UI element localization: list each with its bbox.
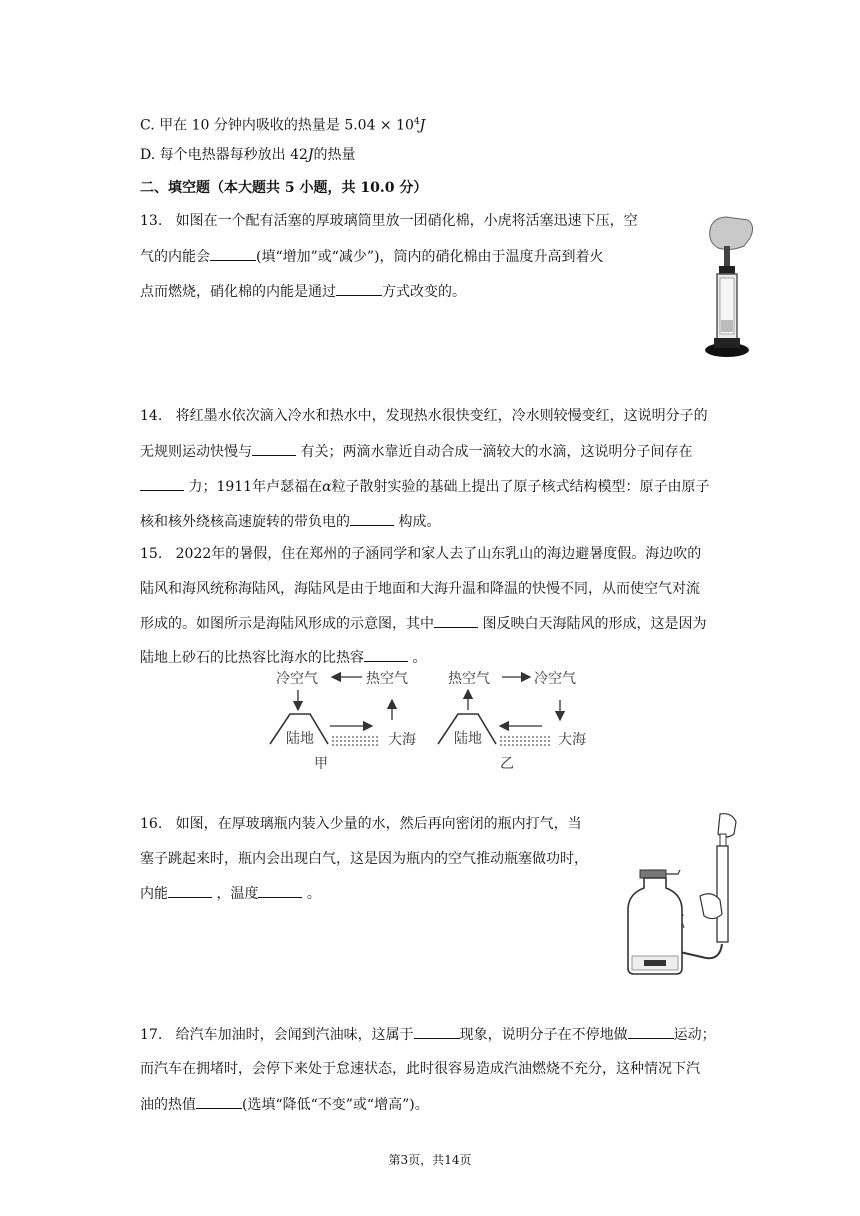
q16-line-3: [140, 883, 321, 904]
q17-text-3b: (选填“降低“不变”或“增高”)。: [242, 1097, 429, 1113]
pump-hose-icon: [680, 944, 722, 958]
q14-year: 1911: [216, 479, 253, 495]
cold-air-label: 冷空气: [276, 671, 318, 687]
sea-label: 大海: [388, 732, 416, 748]
alpha-symbol: α: [322, 479, 332, 495]
bottle-stopper-icon: [640, 870, 666, 878]
q15-text-4b: 。: [408, 650, 427, 666]
question-number: 13.: [140, 213, 163, 229]
q14-text-1: 将红墨水依次滴入冷水和热水中，发现热水很快变红，冷水则较慢变红，这说明分子的: [175, 408, 708, 424]
answer-blank[interactable]: [434, 613, 478, 628]
q17-text-1b: 现象，说明分子在不停地做: [459, 1027, 628, 1043]
q14-line-1: [140, 406, 708, 426]
sea-label: 大海: [558, 732, 586, 748]
q17-text-2: 而汽车在拥堵时，会停下来处于怠速状态，此时很容易造成汽油燃烧不充分，这种情况下汽: [140, 1061, 700, 1077]
land-label: 陆地: [286, 731, 314, 747]
hot-air-label: 热空气: [448, 671, 490, 687]
q14-text-2b: 有关；两滴水靠近自动合成一滴较大的水滴，这说明分子间存在: [296, 444, 693, 460]
page-footer: [0, 1151, 860, 1168]
q13-text-1: 如图在一个配有活塞的厚玻璃筒里放一团硝化棉，小虎将活塞迅速下压，空: [175, 213, 638, 229]
question-number: 16.: [140, 816, 163, 832]
page-total: 14: [444, 1153, 460, 1167]
footer-text-c: 页: [459, 1153, 472, 1167]
q13-text-2a: 气的内能会: [140, 249, 210, 265]
option-d-suffix: 的热量: [313, 147, 356, 163]
q14-text-2a: 无规则运动快慢与: [140, 444, 252, 460]
q15-line-2: [140, 579, 700, 599]
section-title: 二、填空题（本大题共: [140, 180, 280, 196]
q17-text-3a: 油的热值: [140, 1097, 196, 1113]
question-number: 14.: [140, 408, 163, 424]
footer-text-b: 页，共: [408, 1153, 445, 1167]
q15-line-3: [140, 613, 706, 634]
section-mid: 小题，共: [299, 180, 356, 196]
q13-text-3b: 方式改变的。: [382, 284, 466, 300]
option-d-prefix: D. 每个电热器每秒放出: [140, 147, 286, 163]
q13-line-1: [140, 211, 638, 231]
option-c-mid: 分钟内吸收的热量是: [213, 117, 340, 134]
figure-label-jia: 甲: [314, 756, 328, 772]
option-d: [140, 145, 356, 165]
q16-text-3c: 。: [302, 886, 321, 902]
q16-text-2: 塞子跳起来时，瓶内会出现白气，这是因为瓶内的空气推动瓶塞做功时，: [140, 851, 588, 867]
answer-blank[interactable]: [628, 1024, 674, 1039]
answer-blank[interactable]: [336, 281, 382, 296]
sea-waves-icon: [332, 737, 378, 745]
answer-blank[interactable]: [168, 883, 212, 898]
q15-text-4a: 陆地上砂石的比热容比海水的比热容: [140, 650, 364, 666]
q14-text-4a: 核和核外绕核高速旋转的带负电的: [140, 514, 350, 530]
q16-text-1: 如图，在厚玻璃瓶内装入少量的水，然后再向密闭的瓶内打气，当: [175, 816, 582, 832]
q14-text-4b: 构成。: [394, 514, 441, 530]
option-c: [140, 112, 425, 136]
option-c-value: 5.04 × 10: [344, 117, 414, 134]
q13-text-3a: 点而燃烧，硝化棉的内能是通过: [140, 284, 336, 300]
figure-label-yi: 乙: [500, 756, 514, 772]
section-score: 10.0: [360, 180, 395, 196]
q14-text-3c: 粒子散射实验的基础上提出了原子核式结构模型：原子由原子: [331, 479, 710, 495]
diagram-yi: [438, 670, 586, 772]
hand-icon: [710, 217, 753, 250]
footer-text-a: 第: [388, 1153, 401, 1167]
q15-line-1: [140, 544, 701, 564]
q15-text-2: 陆风和海风统称海陆风，海陆风是由于地面和大海升温和降温的快慢不同，从而使空气对流: [140, 581, 700, 597]
answer-blank[interactable]: [414, 1024, 460, 1039]
q16-line-2: [140, 849, 588, 869]
pump-cylinder-icon: [717, 846, 728, 942]
q14-text-3a: 力；: [184, 479, 217, 495]
option-c-exponent: 4: [413, 117, 420, 127]
q13-line-3: [140, 281, 466, 302]
cold-air-label: 冷空气: [534, 671, 576, 687]
q14-text-3b: 年卢瑟福在: [252, 479, 323, 495]
question-number: 17.: [140, 1027, 163, 1043]
piston-tube-figure: [700, 212, 760, 362]
option-c-prefix: C. 甲在: [140, 117, 188, 134]
answer-blank[interactable]: [196, 1094, 242, 1109]
option-c-unit: J: [419, 117, 426, 134]
q14-line-2: [140, 441, 692, 462]
q15-text-1: 年的暑假，住在郑州的子涵同学和家人去了山东乳山的海边避暑度假。海边吹的: [211, 546, 702, 562]
q16-text-3a: 内能: [140, 886, 168, 902]
answer-blank[interactable]: [140, 476, 184, 491]
sea-waves-icon: [500, 737, 552, 745]
q17-line-1: [140, 1024, 716, 1045]
answer-blank[interactable]: [210, 246, 256, 261]
land-label: 陆地: [454, 731, 482, 747]
q14-line-4: [140, 511, 440, 532]
sea-land-breeze-diagram: [262, 664, 602, 774]
q16-text-3b: ，温度: [212, 886, 259, 902]
q15-year: 2022: [175, 546, 212, 562]
q15-text-3a: 形成的。如图所示是海陆风形成的示意图，其中: [140, 616, 434, 632]
q15-text-3b: 图反映白天海陆风的形成，这是因为: [478, 616, 707, 632]
answer-blank[interactable]: [252, 441, 296, 456]
piston-rod-icon: [724, 246, 730, 268]
answer-blank[interactable]: [364, 647, 408, 662]
answer-blank[interactable]: [350, 511, 394, 526]
option-c-minutes: 10: [191, 117, 210, 134]
nitrocellulose-icon: [721, 320, 733, 332]
section-end: 分）: [399, 180, 428, 196]
q17-line-2: [140, 1059, 700, 1079]
q17-line-3: [140, 1094, 429, 1115]
section-count: 5: [284, 180, 295, 196]
bottle-pump-figure: [620, 810, 750, 980]
answer-blank[interactable]: [258, 883, 302, 898]
diagram-jia: [270, 670, 416, 772]
option-d-value: 42: [290, 147, 308, 163]
section-heading: [140, 178, 427, 198]
q17-text-1a: 给汽车加油时，会闻到汽油味，这属于: [175, 1027, 414, 1043]
q13-line-2: [140, 246, 604, 267]
q17-text-1c: 运动；: [673, 1027, 716, 1043]
question-number: 15.: [140, 546, 163, 562]
option-d-unit: J: [307, 147, 314, 163]
q14-line-3: [140, 476, 710, 497]
q16-line-1: [140, 814, 582, 834]
q13-text-2b: (填“增加”或“减少”)，筒内的硝化棉由于温度升高到着火: [256, 249, 604, 265]
hot-air-label: 热空气: [366, 671, 408, 687]
page-number: 3: [400, 1153, 409, 1167]
